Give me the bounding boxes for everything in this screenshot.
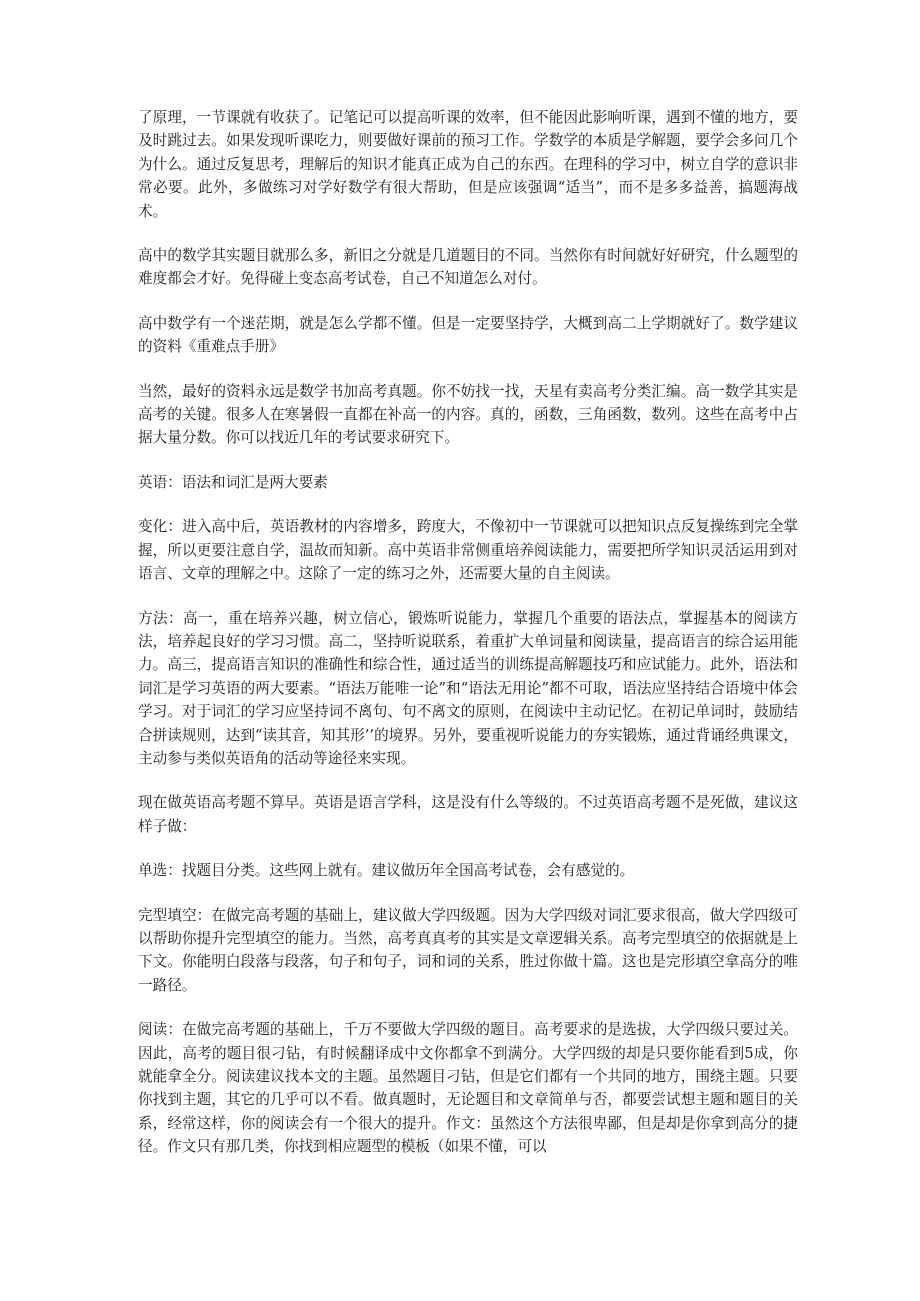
- paragraph-multiple-choice: 单选：找题目分类。这些网上就有。建议做历年全国高考试卷，会有感觉的。: [138, 862, 635, 880]
- paragraph-cloze: 完型填空：在做完高考题的基础上，建议做大学四级题。因为大学四级对词汇要求很高，做大学四级可以帮助你提升完型填空的能力。当然，高考真真考的其实是文章逻辑关系。高考完型填空的依据就是上下文。你能明白段落与段落，句子和句子，词和词的关系，胜过你做十篇。这也是完形填空拿高分的唯一路径。: [138, 906, 798, 994]
- document-body: [138, 106, 798, 1180]
- paragraph-reading-writing: 阅读：在做完高考题的基础上，千万不要做大学四级的题目。高考要求的是选拔，大学四级只要过关。因此，高考的题目很刁钻，有时候翻译成中文你都拿不到满分。大学四级的却是只要你能看到5成，你就能拿全分。阅读建议找本文的主题。虽然题目刁钻，但是它们都有一个共同的地方，围绕主题。只要你找到主题，其它的几乎可以不看。做真题时，无论题目和文章简单与否，都要尝试想主题和题目的关系，经常这样，你的阅读会有一个很大的提升。作文：虽然这个方法很卑鄙，但是却是你拿到高分的捷径。作文只有那几类，你找到相应题型的模板（如果不懂，可以: [138, 1021, 798, 1156]
- paragraph-math-exam-questions: 高中的数学其实题目就那么多，新旧之分就是几道题目的不同。当然你有时间就好好研究，什么题型的难度都会才好。免得碰上变态高考试卷，自己不知道怎么对付。: [138, 247, 798, 288]
- paragraph-math-study-habits: 了原理，一节课就有收获了。记笔记可以提高听课的效率，但不能因此影响听课，遇到不懂的地方，要及时跳过去。如果发现听课吃力，则要做好课前的预习工作。学数学的本质是学解题，要学会多问几个为什么。通过反复思考，理解后的知识才能真正成为自己的东西。在理科的学习中，树立自学的意识非常必要。此外，多做练习对学好数学有很大帮助，但是应该强调“适当”，而不是多多益善，搞题海战术。: [138, 109, 798, 220]
- paragraph-math-materials: 当然，最好的资料永远是数学书加高考真题。你不妨找一找，天星有卖高考分类汇编。高一数学其实是高考的关键。很多人在寒暑假一直都在补高一的内容。真的，函数，三角函数，数列。这些在高考中占据大量分数。你可以找近几年的考试要求研究下。: [138, 382, 798, 447]
- paragraph-english-changes: 变化：进入高中后，英语教材的内容增多，跨度大，不像初中一节课就可以把知识点反复操练到完全掌握，所以更要注意自学，温故而知新。高中英语非常侧重培养阅读能力，需要把所学知识灵活运用到对语言、文章的理解之中。这除了一定的练习之外，还需要大量的自主阅读。: [138, 518, 798, 583]
- paragraph-english-heading: 英语：语法和词汇是两大要素: [138, 473, 328, 491]
- paragraph-english-exam-advice: 现在做英语高考题不算早。英语是语言学科，这是没有什么等级的。不过英语高考题不是死做，建议这样子做：: [138, 794, 798, 835]
- paragraph-math-confusion-period: 高中数学有一个迷茫期，就是怎么学都不懂。但是一定要坚持学，大概到高二上学期就好了。数学建议的资料《重难点手册》: [138, 314, 798, 356]
- paragraph-english-methods: 方法：高一，重在培养兴趣，树立信心，锻炼听说能力，掌握几个重要的语法点，掌握基本的阅读方法，培养起良好的学习习惯。高二，坚持听说联系，着重扩大单词量和阅读量，提高语言的综合运用能力。高三，提高语言知识的准确性和综合性，通过适当的训练提高解题技巧和应试能力。此外，语法和词汇是学习英语的两大要素。“语法万能唯一论”和“语法无用论”都不可取，语法应坚持结合语境中体会学习。对于词汇的学习应坚持词不离句、句不离文的原则，在阅读中主动记忆。在初记单词时，鼓励结合拼读规则，达到“读其音，知其形’’的境界。另外，要重视听说能力的夯实锻炼，通过背诵经典课文，主动参与类似英语角的活动等途径来实现。: [138, 609, 798, 767]
